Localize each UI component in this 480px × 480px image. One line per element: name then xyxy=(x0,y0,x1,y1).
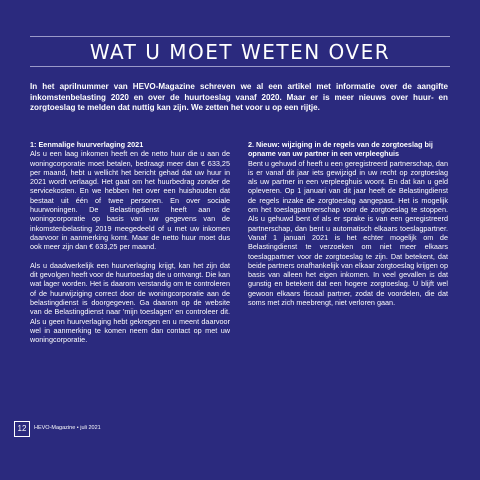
title-rule-bottom xyxy=(30,66,450,67)
section1-paragraph-1: Als u een laag inkomen heeft en de netto huur die u aan de woningcorporatie moet betalen, bedraagt meer dan € 633,25 per maand, hebt u wellicht het bericht gehad dat uw huur in 2021 wordt verlaagd. Het gaat om het huurbedrag zonder de servicekosten. En we hebben het over een huishouden dat bestaat uit één of twee personen. En over sociale huurwoningen. De Belastingdienst heeft aan de woningcorporatie op basis van uw gegevens van de inkomstenbelasting 2019 meegedeeld of u met uw inkomen daarvoor in aanmerking komt. Maar de netto huur moet dus ook meer zijn dan € 633,25 per maand. xyxy=(30,149,230,252)
left-column xyxy=(30,140,230,345)
section2-paragraph-1: Bent u gehuwd of heeft u een geregistreerd partnerschap, dan is er vanaf dit jaar iets gewijzigd in uw recht op zorgtoeslag als uw partner in een verpleeghuis woont. En dat kan u geld opleveren. Op 1 januari van dit jaar heeft de Belastingdienst de regels inzake de zorgtoeslag aangepast. Het is mogelijk om het toeslagpartnerschap voor de zorgtoeslag te stoppen. Als u gehuwd bent of als er sprake is van een geregistreerd partnerschap, dan bent u automatisch elkaars toeslagpartner. Vanaf 1 januari 2021 is het echter mogelijk om de Belastingdienst te verzoeken om niet meer elkaars toeslagpartner voor de zorgtoeslag te zijn. Dat betekent, dat beide partners onafhankelijk van elkaar zorgtoeslag krijgen op basis van alleen het eigen inkomen. In veel gevallen is dat gunstig en betekent dat een hogere zorgtoeslag. U blijft wel gewoon elkaars fiscaal partner, zodat de voordelen, die dat soms met zich meebrengt, niet verloren gaan. xyxy=(248,158,448,308)
page-number: 12 xyxy=(14,421,30,437)
section1-paragraph-2: Als u daadwerkelijk een huurverlaging krijgt, kan het zijn dat dit gevolgen heeft voor de huurtoeslag die u ontvangt. Die kan wat lager worden. Het is daarom verstandig om te controleren of de huurwijziging correct door de woningcorporatie aan de belastingdienst is doorgegeven. Ga daarom op de website van de Belastingdienst naar 'mijn toeslagen' en controleer dit. Als u geen huurverlaging hebt gekregen en u meent daarvoor wel in aanmerking te komen neem dan contact op met uw woningcorporatie. xyxy=(30,260,230,345)
intro-paragraph: In het aprilnummer van HEVO-Magazine schreven we al een artikel met informatie over de aangifte inkomstenbelasting 2020 en over de huurtoeslag vanaf 2020. Maar er is meer nieuws over huur- en zorgtoeslag te melden dat nuttig kan zijn. We zetten het voor u op een rijtje. xyxy=(30,82,448,112)
right-column xyxy=(248,140,448,307)
page-title: WAT U MOET WETEN OVER xyxy=(89,40,391,64)
section1-heading: 1: Eenmalige huurverlaging 2021 xyxy=(30,140,144,149)
footer-publication: HEVO-Magazine • juli 2021 xyxy=(34,425,101,431)
title-rule-top xyxy=(30,36,450,37)
section2-heading: 2. Nieuw: wijziging in de regels van de zorgtoeslag bij opname van uw partner in een verpleeghuis xyxy=(248,140,433,159)
